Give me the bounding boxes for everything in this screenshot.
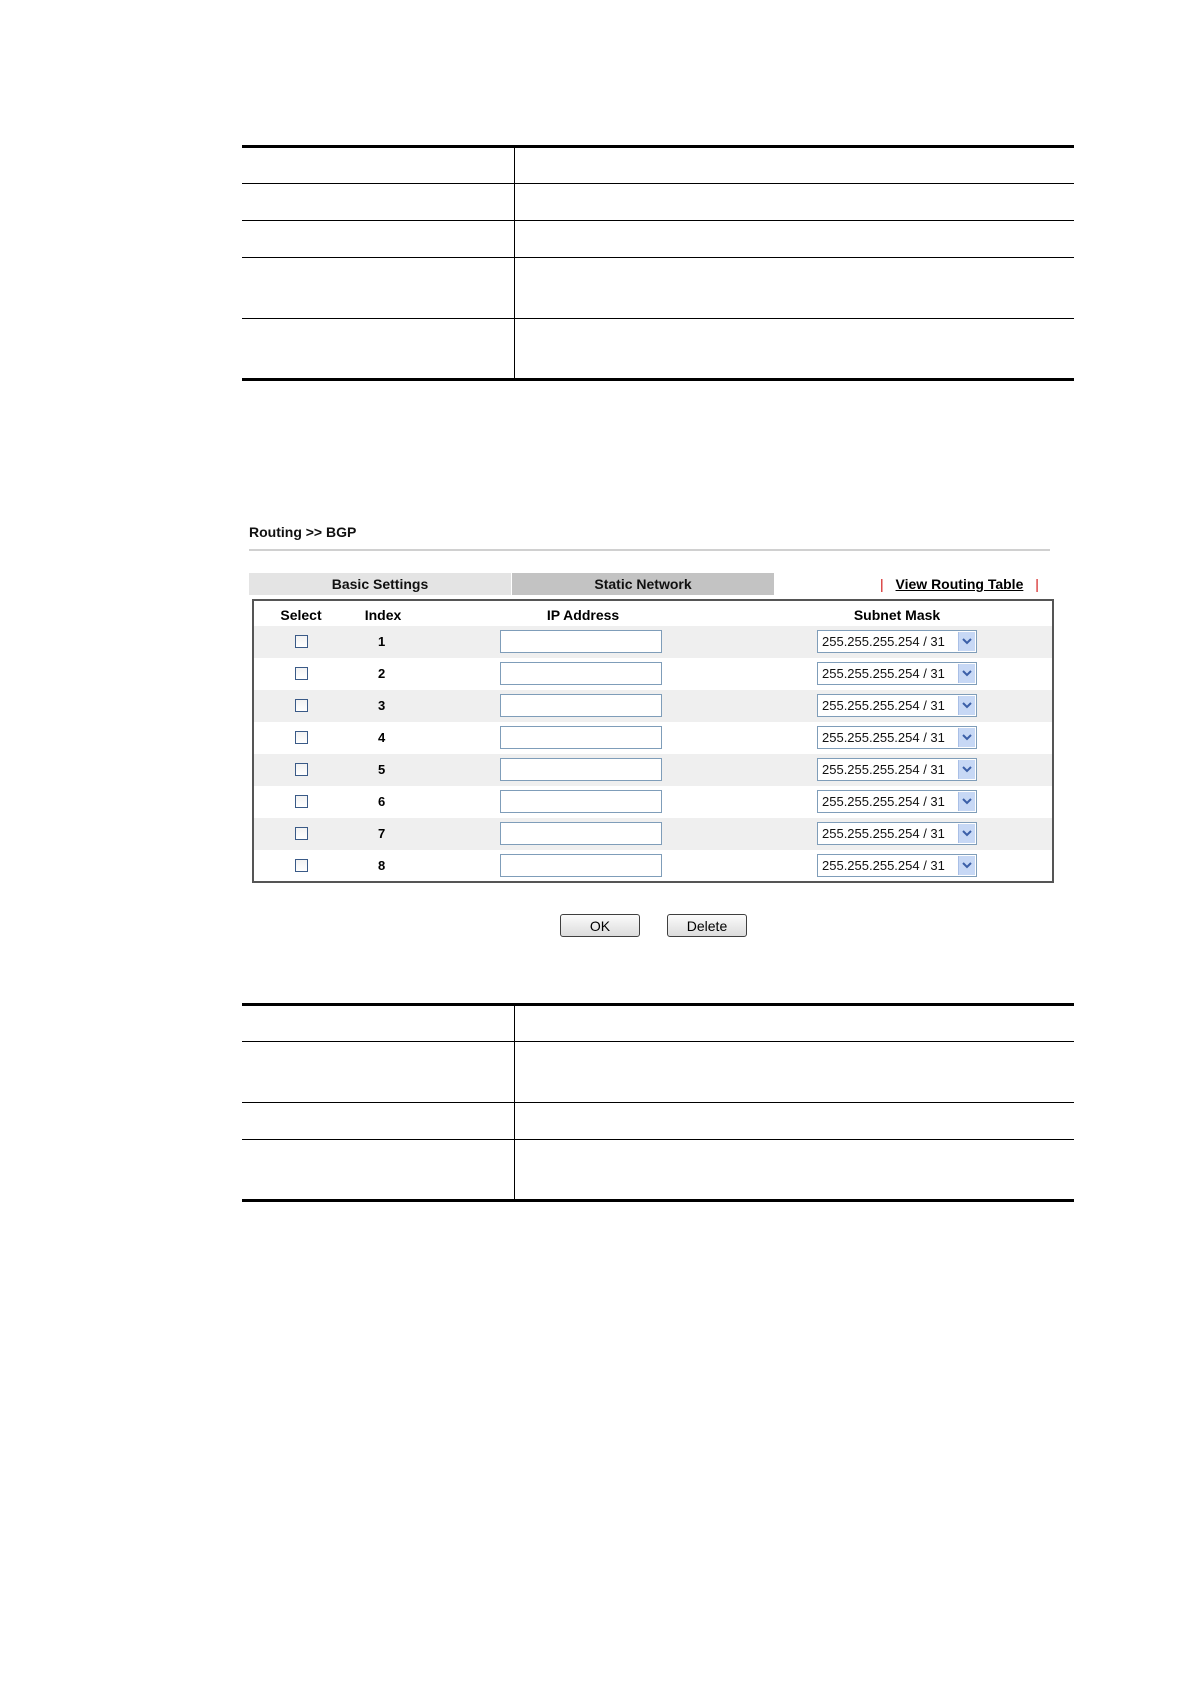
row-index: 2	[378, 666, 386, 681]
view-routing-table-link-group	[880, 576, 1039, 592]
table-row	[254, 690, 1052, 722]
subnet-mask-value: 255.255.255.254 / 31	[822, 730, 945, 745]
link-separator-left: |	[880, 576, 884, 592]
chevron-down-icon[interactable]	[958, 664, 975, 683]
row-index: 5	[378, 762, 386, 777]
chevron-down-icon[interactable]	[958, 824, 975, 843]
link-separator-right: |	[1035, 576, 1039, 592]
subnet-mask-value: 255.255.255.254 / 31	[822, 826, 945, 841]
subnet-mask-value: 255.255.255.254 / 31	[822, 634, 945, 649]
subnet-mask-value: 255.255.255.254 / 31	[822, 794, 945, 809]
ip-address-input[interactable]	[500, 758, 662, 781]
row-index: 1	[378, 634, 386, 649]
subnet-mask-value: 255.255.255.254 / 31	[822, 762, 945, 777]
chevron-down-icon[interactable]	[958, 792, 975, 811]
select-checkbox[interactable]	[295, 763, 308, 776]
table-row	[254, 658, 1052, 690]
subnet-mask-value: 255.255.255.254 / 31	[822, 858, 945, 873]
tab-static-network[interactable]: Static Network	[512, 573, 774, 595]
header-select: Select	[280, 607, 322, 623]
title-divider	[249, 549, 1050, 551]
ip-address-input[interactable]	[500, 790, 662, 813]
delete-button[interactable]: Delete	[667, 914, 747, 937]
chevron-down-icon[interactable]	[958, 696, 975, 715]
page-title: Routing >> BGP	[249, 524, 357, 540]
table-row	[254, 754, 1052, 786]
header-index: Index	[364, 607, 402, 623]
chevron-down-icon[interactable]	[958, 728, 975, 747]
subnet-mask-select[interactable]	[817, 854, 977, 877]
subnet-mask-select[interactable]	[817, 726, 977, 749]
row-index: 3	[378, 698, 386, 713]
table-row	[254, 626, 1052, 658]
subnet-mask-select[interactable]	[817, 758, 977, 781]
select-checkbox[interactable]	[295, 859, 308, 872]
select-checkbox[interactable]	[295, 827, 308, 840]
header-subnet-mask: Subnet Mask	[853, 607, 941, 623]
static-network-grid	[252, 599, 1054, 883]
grid-header	[254, 601, 1052, 626]
ok-button[interactable]: OK	[560, 914, 640, 937]
table-row	[254, 786, 1052, 818]
document-table-bottom	[242, 1003, 1074, 1202]
chevron-down-icon[interactable]	[958, 856, 975, 875]
row-index: 8	[378, 858, 386, 873]
row-index: 7	[378, 826, 386, 841]
view-routing-table-link[interactable]: View Routing Table	[895, 576, 1024, 592]
select-checkbox[interactable]	[295, 635, 308, 648]
select-checkbox[interactable]	[295, 699, 308, 712]
subnet-mask-select[interactable]	[817, 790, 977, 813]
document-table-top	[242, 145, 1074, 381]
subnet-mask-select[interactable]	[817, 662, 977, 685]
select-checkbox[interactable]	[295, 667, 308, 680]
row-index: 4	[378, 730, 386, 745]
chevron-down-icon[interactable]	[958, 760, 975, 779]
ip-address-input[interactable]	[500, 662, 662, 685]
subnet-mask-select[interactable]	[817, 822, 977, 845]
ip-address-input[interactable]	[500, 630, 662, 653]
ip-address-input[interactable]	[500, 822, 662, 845]
subnet-mask-value: 255.255.255.254 / 31	[822, 666, 945, 681]
subnet-mask-select[interactable]	[817, 694, 977, 717]
header-ip-address: IP Address	[546, 607, 620, 623]
select-checkbox[interactable]	[295, 731, 308, 744]
subnet-mask-select[interactable]	[817, 630, 977, 653]
chevron-down-icon[interactable]	[958, 632, 975, 651]
select-checkbox[interactable]	[295, 795, 308, 808]
ip-address-input[interactable]	[500, 726, 662, 749]
subnet-mask-value: 255.255.255.254 / 31	[822, 698, 945, 713]
table-row	[254, 818, 1052, 850]
tab-basic-settings[interactable]: Basic Settings	[249, 573, 511, 595]
table-row	[254, 722, 1052, 754]
ip-address-input[interactable]	[500, 694, 662, 717]
table-row	[254, 850, 1052, 882]
ip-address-input[interactable]	[500, 854, 662, 877]
row-index: 6	[378, 794, 386, 809]
